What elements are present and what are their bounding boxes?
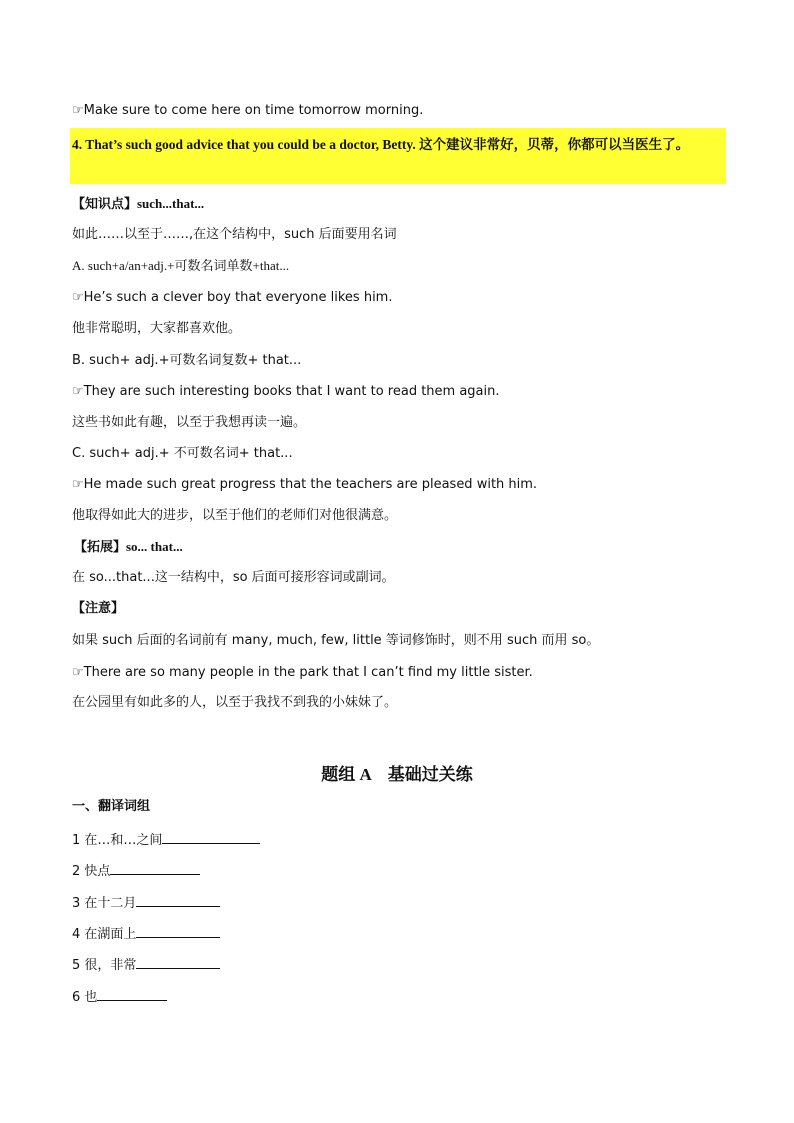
note-heading: 【注意】 <box>72 601 125 616</box>
note-line: 如果 such 后面的名词前有 many, much, few, little 等词修饰时，则不用 such 而用 so。 <box>72 633 600 648</box>
exercise-item-label: 2 快点 <box>72 864 111 879</box>
answer-blank[interactable] <box>136 954 220 969</box>
exercise-item-label: 1 在…和…之间 <box>72 833 163 848</box>
answer-blank[interactable] <box>136 892 220 907</box>
exercise-item <box>72 892 220 913</box>
example-line: ☞There are so many people in the park that I can’t find my little sister. <box>72 665 533 680</box>
answer-blank[interactable] <box>97 986 167 1001</box>
example-line: ☞He’s such a clever boy that everyone likes him. <box>72 290 393 305</box>
example-line: ☞They are such interesting books that I want to read them again. <box>72 384 500 399</box>
extension-heading: 【拓展】so... that... <box>74 539 183 554</box>
highlighted-sentence: 4. That’s such good advice that you could be a doctor, Betty. 这个建议非常好，贝蒂，你都可以当医生了。 <box>72 137 690 152</box>
exercise-item <box>72 829 260 850</box>
exercise-item-label: 5 很，非常 <box>72 958 137 973</box>
section-heading: 题组 A 基础过关练 <box>321 765 473 784</box>
explanation-line: 如此……以至于……,在这个结构中，such 后面要用名词 <box>72 227 397 242</box>
exercise-item-label: 3 在十二月 <box>72 896 137 911</box>
exercise-title: 一、翻译词组 <box>72 799 151 814</box>
translation-line: 这些书如此有趣，以至于我想再读一遍。 <box>72 415 307 430</box>
exercise-item-label: 6 也 <box>72 990 98 1005</box>
rule-a: A. such+a/an+adj.+可数名词单数+that... <box>72 258 290 273</box>
answer-blank[interactable] <box>110 860 200 875</box>
translation-line: 在公园里有如此多的人，以至于我找不到我的小妹妹了。 <box>72 695 398 710</box>
answer-blank[interactable] <box>162 829 260 844</box>
exercise-item-label: 4 在湖面上 <box>72 927 137 942</box>
exercise-item <box>72 860 200 881</box>
rule-c: C. such+ adj.+ 不可数名词+ that... <box>72 446 293 461</box>
translation-line: 他非常聪明，大家都喜欢他。 <box>72 321 242 336</box>
exercise-item <box>72 954 220 975</box>
translation-line: 他取得如此大的进步，以至于他们的老师们对他很满意。 <box>72 508 398 523</box>
answer-blank[interactable] <box>136 923 220 938</box>
example-line: ☞Make sure to come here on time tomorrow morning. <box>72 103 424 118</box>
rule-b: B. such+ adj.+可数名词复数+ that... <box>72 353 302 368</box>
exercise-item <box>72 923 220 944</box>
example-line: ☞He made such great progress that the teachers are pleased with him. <box>72 477 538 492</box>
explanation-line: 在 so...that...这一结构中，so 后面可接形容词或副词。 <box>72 570 395 585</box>
exercise-item <box>72 986 167 1007</box>
knowledge-point-heading: 【知识点】such...that... <box>72 196 205 211</box>
